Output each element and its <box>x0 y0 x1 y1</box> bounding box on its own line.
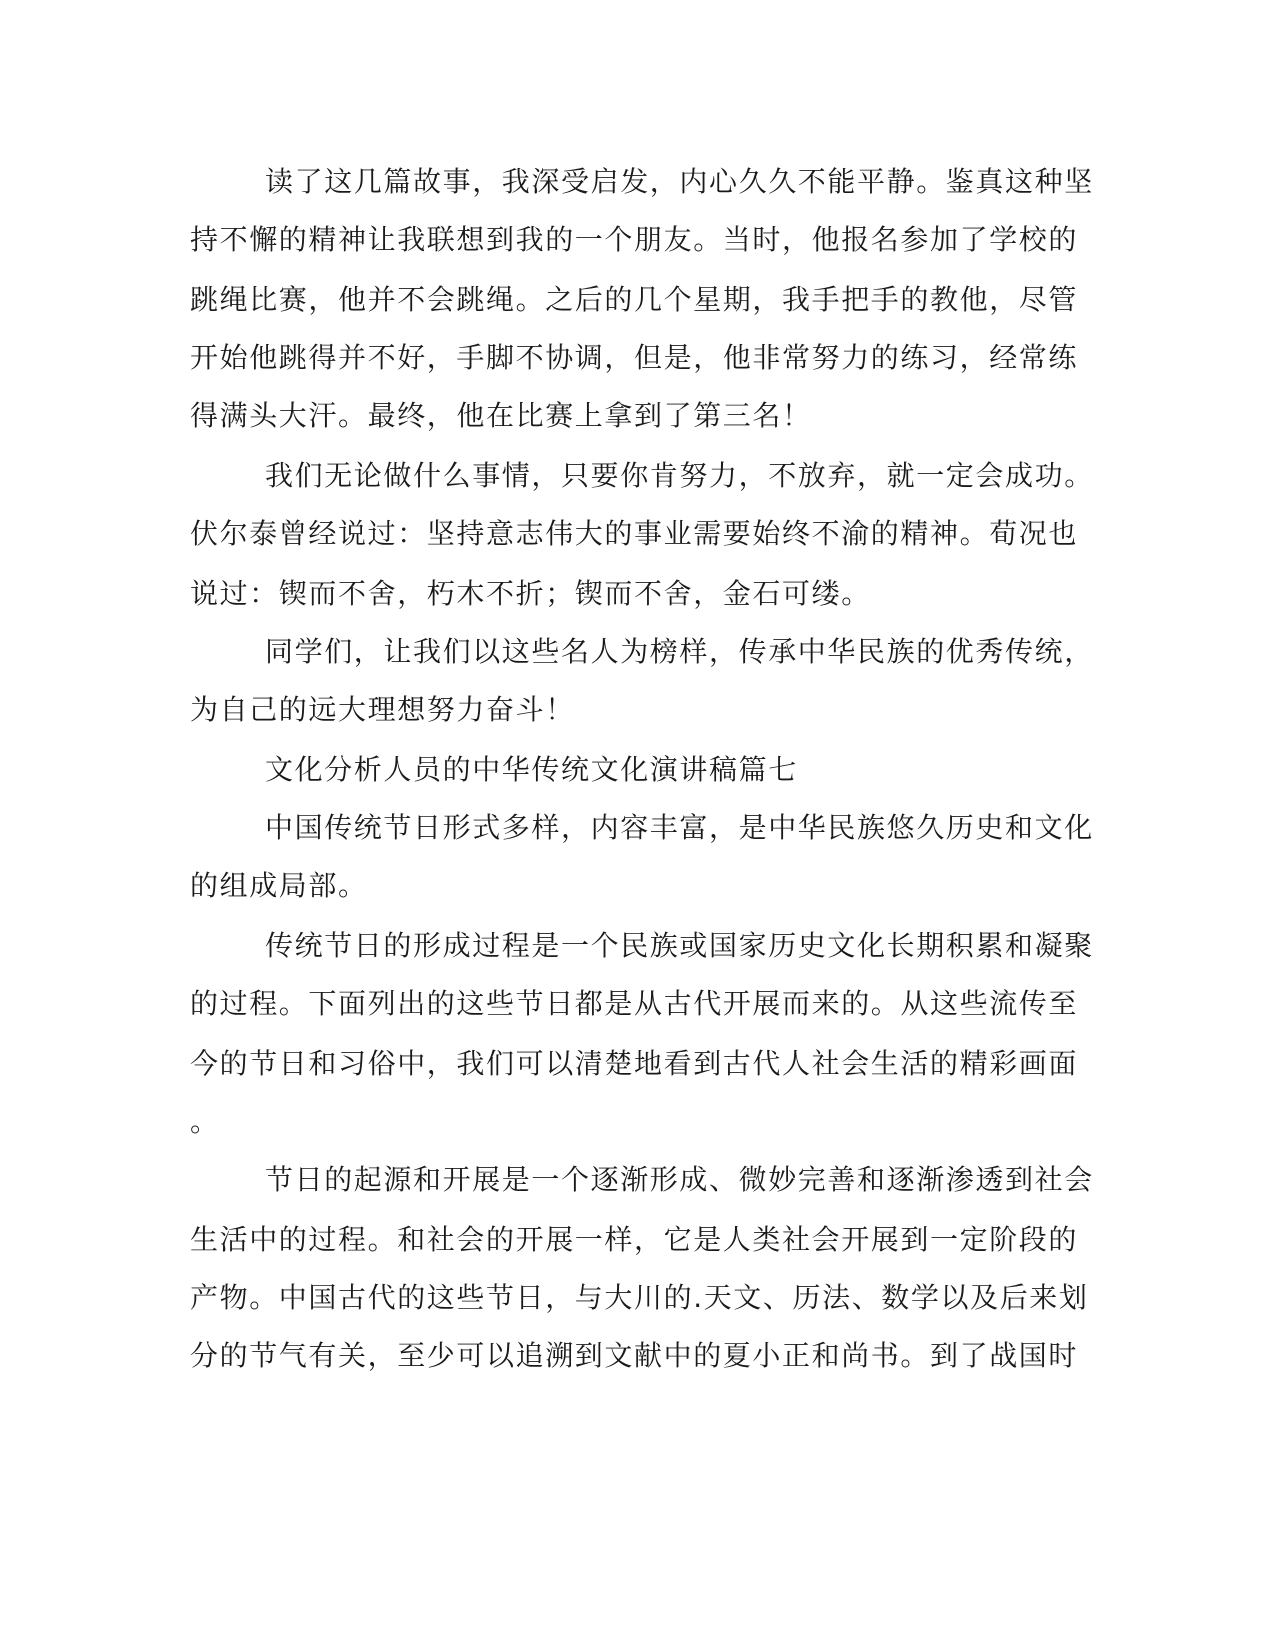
text-line: 开始他跳得并不好，手脚不协调，但是，他非常努力的练习，经常练 <box>190 341 1079 374</box>
text-line: 今的节日和习俗中，我们可以清楚地看到古代人社会生活的精彩画面 <box>190 1047 1079 1080</box>
text-line: 的过程。下面列出的这些节日都是从古代开展而来的。从这些流传至 <box>190 987 1079 1020</box>
text-line: 传统节日的形成过程是一个民族或国家历史文化长期积累和凝聚 <box>265 929 1094 962</box>
text-line: 读了这几篇故事，我深受启发，内心久久不能平静。鉴真这种坚 <box>265 165 1094 198</box>
text-line: 中国传统节日形式多样，内容丰富，是中华民族悠久历史和文化 <box>265 811 1094 844</box>
text-line: 的组成局部。 <box>190 869 368 902</box>
text-line: 。 <box>190 1105 220 1138</box>
text-line: 产物。中国古代的这些节日，与大川的.天文、历法、数学以及后来划 <box>190 1281 1089 1314</box>
text-line: 持不懈的精神让我联想到我的一个朋友。当时，他报名参加了学校的 <box>190 223 1079 256</box>
text-line: 伏尔泰曾经说过：坚持意志伟大的事业需要始终不渝的精神。荀况也 <box>190 517 1079 550</box>
text-line: 为自己的远大理想努力奋斗！ <box>190 693 575 726</box>
text-line: 跳绳比赛，他并不会跳绳。之后的几个星期，我手把手的教他，尽管 <box>190 283 1079 316</box>
section-heading: 文化分析人员的中华传统文化演讲稿篇七 <box>265 753 798 786</box>
text-line: 说过：锲而不舍，朽木不折；锲而不舍，金石可缕。 <box>190 577 871 610</box>
text-line: 节日的起源和开展是一个逐渐形成、微妙完善和逐渐渗透到社会 <box>265 1163 1094 1196</box>
text-line: 得满头大汗。最终，他在比赛上拿到了第三名！ <box>190 399 812 432</box>
text-line: 分的节气有关，至少可以追溯到文献中的夏小正和尚书。到了战国时 <box>190 1339 1079 1372</box>
text-line: 我们无论做什么事情，只要你肯努力，不放弃，就一定会成功。 <box>265 459 1094 492</box>
text-line: 同学们，让我们以这些名人为榜样，传承中华民族的优秀传统， <box>265 635 1094 668</box>
text-line: 生活中的过程。和社会的开展一样，它是人类社会开展到一定阶段的 <box>190 1223 1079 1256</box>
